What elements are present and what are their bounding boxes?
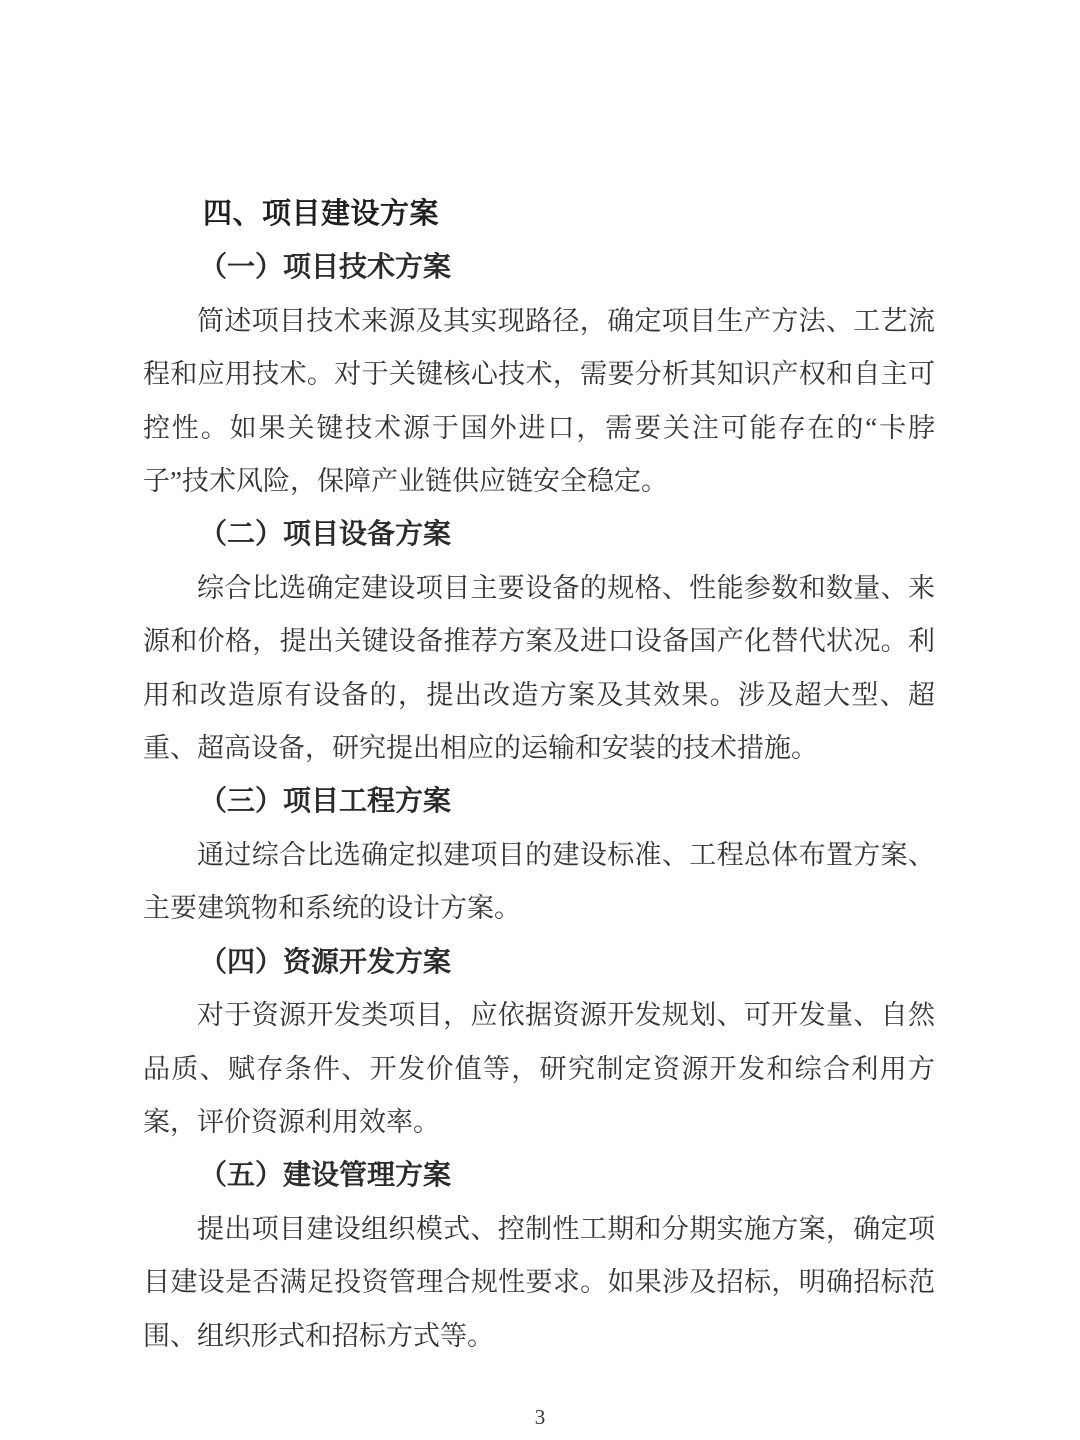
page-number: 3 (534, 1405, 546, 1429)
section-title: （二）项目设备方案 (199, 519, 452, 551)
section-title: （一）项目技术方案 (199, 252, 452, 284)
section-title: （五）建设管理方案 (199, 1160, 452, 1192)
document-content (143, 188, 935, 1363)
section-paragraph: 通过综合比选确定拟建项目的建设标准、工程总体布置方案、主要建筑物和系统的设计方案。 (143, 839, 935, 924)
section-paragraph: 提出项目建设组织模式、控制性工期和分期实施方案，确定项目建设是否满足投资管理合规性要求。如果涉及招标，明确招标范围、组织形式和招标方式等。 (143, 1213, 935, 1351)
section-project-engineering (143, 775, 935, 935)
section-paragraph: 简述项目技术来源及其实现路径，确定项目生产方法、工艺流程和应用技术。对于关键核心技术，需要分析其知识产权和自主可控性。如果关键技术源于国外进口，需要关注可能存在的“卡脖子”技术风险，保障产业链供应链安全稳定。 (143, 305, 935, 497)
section-project-technology (143, 241, 935, 508)
section-paragraph: 对于资源开发类项目，应依据资源开发规划、可开发量、自然品质、赋存条件、开发价值等，研究制定资源开发和综合利用方案，评价资源利用效率。 (143, 1000, 935, 1137)
section-construction-management (143, 1149, 935, 1363)
section-resource-development (143, 936, 935, 1150)
section-paragraph: 综合比选确定建设项目主要设备的规格、性能参数和数量、来源和价格，提出关键设备推荐方案及进口设备国产化替代状况。利用和改造原有设备的，提出改造方案及其效果。涉及超大型、超重、超高设备，研究提出相应的运输和安装的技术措施。 (143, 572, 935, 764)
section-project-equipment (143, 508, 935, 775)
chapter-heading: 四、项目建设方案 (203, 198, 440, 230)
section-title: （三）项目工程方案 (199, 786, 452, 818)
section-title: （四）资源开发方案 (199, 946, 452, 978)
